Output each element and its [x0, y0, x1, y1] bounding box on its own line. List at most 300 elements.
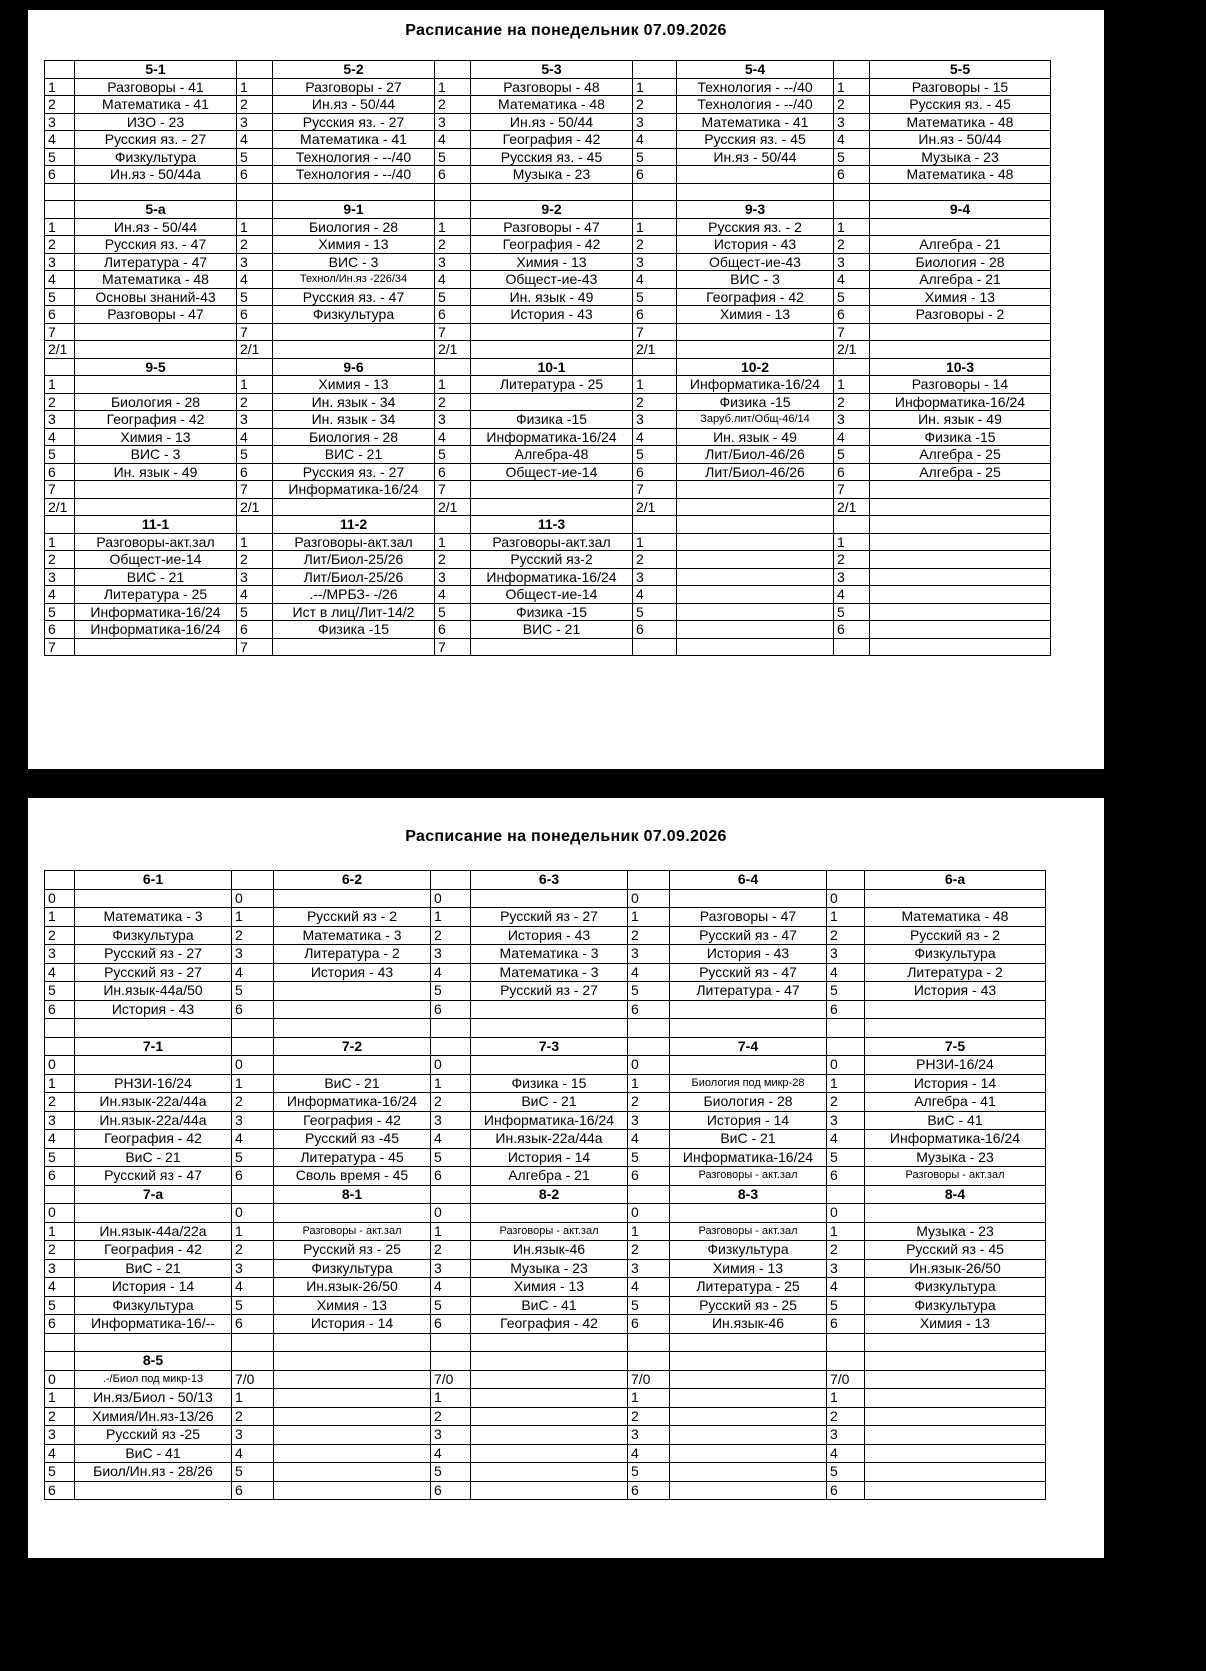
lesson-row	[45, 1481, 1046, 1500]
lesson-number-cell: 2	[633, 551, 677, 569]
class-name-cell	[471, 1352, 628, 1371]
lesson-row	[45, 1426, 1046, 1445]
lesson-cell	[274, 1333, 431, 1352]
lesson-cell	[75, 376, 237, 394]
lesson-number-cell: 6	[834, 306, 870, 324]
class-header-row	[45, 61, 1051, 79]
lesson-cell	[670, 1019, 827, 1038]
lesson-cell	[670, 1463, 827, 1482]
lesson-row	[45, 131, 1051, 149]
lesson-number-cell: 1	[232, 1389, 274, 1408]
lesson-row	[45, 908, 1046, 927]
lesson-cell: Информатика-16/24	[870, 393, 1051, 411]
lesson-cell	[870, 603, 1051, 621]
lesson-number-cell: 3	[827, 945, 865, 964]
lesson-cell: Русския яз. - 47	[273, 288, 435, 306]
class-name-cell	[670, 1352, 827, 1371]
lesson-cell	[274, 1444, 431, 1463]
class-name-cell: 8-1	[274, 1185, 431, 1204]
lesson-number-cell: 6	[834, 463, 870, 481]
lesson-cell: Информатика-16/24	[471, 568, 633, 586]
lesson-cell: Технология - --/40	[677, 78, 834, 96]
lesson-row	[45, 498, 1051, 516]
lesson-number-cell: 5	[633, 148, 677, 166]
lesson-number-cell: 5	[45, 1463, 75, 1482]
lesson-number-cell: 5	[628, 1148, 670, 1167]
lesson-cell: Русский яз - 27	[471, 908, 628, 927]
lesson-number-cell: 4	[45, 1130, 75, 1149]
lesson-number-cell: 5	[237, 446, 273, 464]
header-spacer-cell	[834, 61, 870, 79]
lesson-cell: Химия - 13	[677, 306, 834, 324]
lesson-number-cell: 6	[633, 306, 677, 324]
lesson-number-cell: 6	[232, 1481, 274, 1500]
lesson-number-cell: 3	[45, 945, 75, 964]
lesson-cell: Алгебра - 25	[870, 463, 1051, 481]
lesson-cell: Разговоры - 41	[75, 78, 237, 96]
lesson-row	[45, 1444, 1046, 1463]
lesson-number-cell: 2	[232, 926, 274, 945]
lesson-number-cell: 5	[827, 1296, 865, 1315]
lesson-number-cell: 5	[45, 1148, 75, 1167]
lesson-cell	[670, 1056, 827, 1075]
lesson-cell	[274, 1019, 431, 1038]
schedule-sheet-2	[28, 798, 1104, 1558]
lesson-number-cell: 4	[45, 963, 75, 982]
lesson-number-cell: 3	[45, 1111, 75, 1130]
lesson-number-cell: 3	[45, 113, 75, 131]
class-name-cell: 10-2	[677, 358, 834, 376]
lesson-number-cell: 5	[633, 603, 677, 621]
lesson-row	[45, 621, 1051, 639]
lesson-cell: История - 14	[274, 1315, 431, 1334]
lesson-row	[45, 341, 1051, 359]
lesson-cell: .--/МРБЗ- -/26	[273, 586, 435, 604]
lesson-cell	[670, 1407, 827, 1426]
header-spacer-cell	[834, 201, 870, 219]
lesson-number-cell: 1	[834, 218, 870, 236]
header-spacer-cell	[237, 61, 273, 79]
lesson-number-cell: 2	[628, 1407, 670, 1426]
lesson-number-cell: 7	[45, 481, 75, 499]
lesson-cell: Математика - 48	[75, 271, 237, 289]
lesson-cell: Алгебра - 41	[865, 1093, 1046, 1112]
lesson-number-cell: 3	[435, 411, 471, 429]
lesson-cell: Физика -15	[471, 411, 633, 429]
lesson-number-cell: 1	[628, 1389, 670, 1408]
lesson-number-cell: 5	[237, 288, 273, 306]
lesson-number-cell: 4	[435, 428, 471, 446]
lesson-number-cell: 5	[834, 603, 870, 621]
lesson-cell	[865, 1481, 1046, 1500]
lesson-cell: Разговоры - акт.зал	[274, 1222, 431, 1241]
lesson-row	[45, 568, 1051, 586]
lesson-number-cell: 4	[834, 586, 870, 604]
lesson-cell: Разговоры - акт.зал	[865, 1167, 1046, 1186]
lesson-number-cell: 6	[827, 1167, 865, 1186]
lesson-cell: Математика - 3	[471, 945, 628, 964]
lesson-row	[45, 78, 1051, 96]
lesson-number-cell: 1	[834, 376, 870, 394]
class-name-cell: 10-1	[471, 358, 633, 376]
lesson-number-cell: 3	[237, 113, 273, 131]
lesson-cell	[273, 183, 435, 201]
lesson-number-cell: 3	[45, 568, 75, 586]
lesson-cell: Физкультура	[865, 1296, 1046, 1315]
class-name-cell: 11-3	[471, 516, 633, 534]
header-spacer-cell	[237, 516, 273, 534]
class-name-cell: 9-1	[273, 201, 435, 219]
lesson-number-cell: 4	[232, 1130, 274, 1149]
class-name-cell: 9-6	[273, 358, 435, 376]
lesson-row	[45, 446, 1051, 464]
lesson-number-cell: 5	[628, 1463, 670, 1482]
lesson-cell	[471, 638, 633, 656]
header-spacer-cell	[435, 358, 471, 376]
lesson-cell	[677, 183, 834, 201]
lesson-row	[45, 323, 1051, 341]
lesson-cell: Ин. язык - 34	[273, 393, 435, 411]
lesson-cell: Русский яз -45	[274, 1130, 431, 1149]
lesson-cell: .-/Биол под микр-13	[75, 1370, 232, 1389]
lesson-number-cell: 2	[834, 96, 870, 114]
lesson-cell: Ин.яз - 50/44а	[75, 166, 237, 184]
header-spacer-cell	[237, 201, 273, 219]
lesson-number-cell: 3	[237, 253, 273, 271]
lesson-cell	[865, 1019, 1046, 1038]
lesson-cell: Лит/Биол-46/26	[677, 446, 834, 464]
lesson-number-cell: 3	[45, 1426, 75, 1445]
lesson-number-cell: 3	[628, 1426, 670, 1445]
lesson-number-cell: 7	[45, 323, 75, 341]
lesson-cell: Физкультура	[274, 1259, 431, 1278]
lesson-number-cell: 4	[834, 428, 870, 446]
lesson-number-cell: 4	[237, 131, 273, 149]
lesson-cell: Ин.яз - 50/44	[870, 131, 1051, 149]
lesson-row	[45, 1000, 1046, 1019]
lesson-cell: История - 43	[670, 945, 827, 964]
lesson-number-cell: 6	[628, 1481, 670, 1500]
lesson-number-cell: 0	[827, 889, 865, 908]
lesson-number-cell: 1	[232, 1222, 274, 1241]
lesson-number-cell: 2	[633, 236, 677, 254]
lesson-number-cell: 6	[827, 1000, 865, 1019]
lesson-cell: Биология - 28	[870, 253, 1051, 271]
sheet-title: Расписание на понедельник 07.09.2026	[405, 22, 727, 39]
lesson-cell: Ин.язык-22а/44а	[75, 1111, 232, 1130]
lesson-cell: Технология - --/40	[677, 96, 834, 114]
lesson-row	[45, 982, 1046, 1001]
lesson-number-cell: 1	[827, 1389, 865, 1408]
lesson-cell	[677, 166, 834, 184]
lesson-cell: Разговоры - акт.зал	[670, 1167, 827, 1186]
lesson-number-cell: 1	[431, 1389, 471, 1408]
lesson-cell: РНЗИ-16/24	[75, 1074, 232, 1093]
class-header-row	[45, 1185, 1046, 1204]
lesson-cell: Биология - 28	[670, 1093, 827, 1112]
lesson-number-cell: 4	[628, 1444, 670, 1463]
lesson-cell	[865, 889, 1046, 908]
header-spacer-cell	[827, 1352, 865, 1371]
lesson-number-cell: 2/1	[45, 341, 75, 359]
header-spacer-cell	[45, 358, 75, 376]
lesson-cell: Биол/Ин.яз - 28/26	[75, 1463, 232, 1482]
lesson-cell	[870, 621, 1051, 639]
lesson-cell: Информатика-16/24	[670, 1148, 827, 1167]
lesson-number-cell: 2	[45, 1241, 75, 1260]
lesson-cell	[471, 1444, 628, 1463]
lesson-cell: Химия - 13	[865, 1315, 1046, 1334]
lesson-number-cell: 5	[633, 446, 677, 464]
lesson-row	[45, 1056, 1046, 1075]
lesson-cell	[677, 621, 834, 639]
lesson-number-cell: 5	[45, 603, 75, 621]
header-spacer-cell	[834, 358, 870, 376]
lesson-number-cell: 1	[435, 376, 471, 394]
class-name-cell: 5-5	[870, 61, 1051, 79]
lesson-cell: Разговоры - 27	[273, 78, 435, 96]
lesson-number-cell	[628, 1019, 670, 1038]
lesson-cell: ВИС - 21	[273, 446, 435, 464]
lesson-number-cell: 4	[827, 1444, 865, 1463]
lesson-number-cell: 1	[45, 376, 75, 394]
lesson-cell: Физика -15	[677, 393, 834, 411]
lesson-cell: Разговоры - 15	[870, 78, 1051, 96]
lesson-cell	[865, 1204, 1046, 1223]
lesson-cell: Ин. язык - 49	[870, 411, 1051, 429]
class-header-row	[45, 358, 1051, 376]
lesson-number-cell: 0	[45, 889, 75, 908]
lesson-cell: Разговоры - 47	[670, 908, 827, 927]
lesson-cell	[670, 1333, 827, 1352]
lesson-cell: Химия - 13	[471, 1278, 628, 1297]
lesson-cell: Лит/Биол-25/26	[273, 568, 435, 586]
lesson-number-cell: 3	[827, 1111, 865, 1130]
lesson-number-cell: 5	[827, 982, 865, 1001]
lesson-number-cell: 4	[628, 1278, 670, 1297]
lesson-cell	[75, 481, 237, 499]
class-header-row	[45, 1352, 1046, 1371]
lesson-cell: Русский яз - 27	[75, 963, 232, 982]
lesson-cell: История - 43	[274, 963, 431, 982]
lesson-number-cell: 1	[633, 533, 677, 551]
lesson-cell: Разговоры-акт.зал	[273, 533, 435, 551]
lesson-cell: Литература - 2	[274, 945, 431, 964]
lesson-cell: Русския яз. - 45	[870, 96, 1051, 114]
lesson-number-cell: 1	[45, 1389, 75, 1408]
lesson-cell: Физкультура	[273, 306, 435, 324]
lesson-number-cell: 3	[45, 411, 75, 429]
lesson-number-cell: 3	[237, 568, 273, 586]
lesson-number-cell: 2	[45, 96, 75, 114]
lesson-number-cell: 0	[628, 1056, 670, 1075]
lesson-cell: Физика -15	[273, 621, 435, 639]
lesson-cell: ВиС - 21	[471, 1093, 628, 1112]
lesson-number-cell: 0	[827, 1204, 865, 1223]
lesson-cell	[471, 1204, 628, 1223]
lesson-cell	[670, 1370, 827, 1389]
lesson-number-cell: 4	[232, 1278, 274, 1297]
lesson-number-cell: 2	[232, 1241, 274, 1260]
lesson-number-cell: 5	[237, 603, 273, 621]
lesson-number-cell: 1	[431, 1074, 471, 1093]
lesson-number-cell: 6	[431, 1481, 471, 1500]
lesson-cell: Ин. язык - 34	[273, 411, 435, 429]
lesson-number-cell: 5	[431, 1148, 471, 1167]
lesson-cell: Физкультура	[75, 926, 232, 945]
lesson-number-cell	[45, 1019, 75, 1038]
lesson-cell: Биология - 28	[273, 428, 435, 446]
lesson-cell: География - 42	[677, 288, 834, 306]
lesson-cell: Общест-ие-43	[471, 271, 633, 289]
lesson-number-cell: 1	[628, 1074, 670, 1093]
lesson-cell: Информатика-16/--	[75, 1315, 232, 1334]
header-spacer-cell	[633, 61, 677, 79]
lesson-row	[45, 166, 1051, 184]
header-spacer-cell	[633, 516, 677, 534]
lesson-cell: Ин.яз - 50/44	[273, 96, 435, 114]
lesson-cell: Физика -15	[870, 428, 1051, 446]
lesson-cell: Русския яз. - 27	[273, 113, 435, 131]
lesson-cell: Информатика-16/24	[865, 1130, 1046, 1149]
lesson-cell: География - 42	[471, 236, 633, 254]
lesson-cell: Ин.язык-44а/22а	[75, 1222, 232, 1241]
lesson-number-cell: 2/1	[45, 498, 75, 516]
lesson-cell: ВИС - 21	[75, 568, 237, 586]
lesson-number-cell: 0	[45, 1056, 75, 1075]
lesson-cell: Математика - 3	[471, 963, 628, 982]
lesson-cell	[471, 1389, 628, 1408]
lesson-number-cell: 3	[633, 253, 677, 271]
lesson-cell: Литература - 25	[471, 376, 633, 394]
lesson-cell: Разговоры - акт.зал	[670, 1222, 827, 1241]
lesson-cell: Ин.яз - 50/44	[677, 148, 834, 166]
lesson-cell: Русския яз. - 27	[75, 131, 237, 149]
lesson-number-cell: 7	[435, 481, 471, 499]
lesson-number-cell: 5	[834, 288, 870, 306]
lesson-cell: Химия - 13	[273, 236, 435, 254]
lesson-row	[45, 288, 1051, 306]
lesson-number-cell: 7	[45, 638, 75, 656]
lesson-number-cell: 7	[237, 481, 273, 499]
lesson-cell: Ин. язык - 49	[471, 288, 633, 306]
lesson-cell: Математика - 41	[677, 113, 834, 131]
lesson-number-cell: 4	[628, 963, 670, 982]
lesson-number-cell: 2	[45, 926, 75, 945]
lesson-number-cell: 5	[45, 446, 75, 464]
lesson-cell	[870, 586, 1051, 604]
lesson-number-cell: 6	[435, 463, 471, 481]
lesson-number-cell: 6	[237, 306, 273, 324]
lesson-cell	[677, 323, 834, 341]
lesson-number-cell	[232, 1019, 274, 1038]
lesson-row	[45, 1370, 1046, 1389]
lesson-number-cell: 6	[45, 621, 75, 639]
lesson-row	[45, 1463, 1046, 1482]
lesson-cell: Алгебра - 21	[870, 271, 1051, 289]
lesson-row	[45, 183, 1051, 201]
lesson-cell: Математика - 48	[870, 113, 1051, 131]
lesson-number-cell: 2/1	[633, 341, 677, 359]
lesson-cell: Русский яз - 25	[670, 1296, 827, 1315]
lesson-number-cell: 6	[45, 1315, 75, 1334]
lesson-number-cell: 5	[435, 603, 471, 621]
header-spacer-cell	[834, 516, 870, 534]
lesson-number-cell: 3	[237, 411, 273, 429]
lesson-number-cell: 1	[834, 78, 870, 96]
lesson-number-cell: 0	[45, 1204, 75, 1223]
class-name-cell: 8-5	[75, 1352, 232, 1371]
lesson-number-cell	[431, 1019, 471, 1038]
lesson-number-cell: 4	[435, 586, 471, 604]
lesson-number-cell: 2	[633, 96, 677, 114]
lesson-number-cell	[431, 1333, 471, 1352]
class-name-cell: 9-2	[471, 201, 633, 219]
lesson-cell	[870, 341, 1051, 359]
class-name-cell: 11-2	[273, 516, 435, 534]
lesson-cell: Физкультура	[865, 945, 1046, 964]
lesson-cell: ВИС - 21	[471, 621, 633, 639]
lesson-number-cell: 5	[431, 982, 471, 1001]
class-name-cell: 11-1	[75, 516, 237, 534]
lesson-cell	[870, 638, 1051, 656]
header-spacer-cell	[628, 1037, 670, 1056]
lesson-row	[45, 1296, 1046, 1315]
lesson-cell	[274, 1481, 431, 1500]
lesson-cell: Русский яз - 2	[865, 926, 1046, 945]
lesson-row	[45, 253, 1051, 271]
lesson-cell	[670, 1204, 827, 1223]
lesson-number-cell: 6	[431, 1315, 471, 1334]
lesson-number-cell: 3	[834, 253, 870, 271]
lesson-cell: Русский яз-2	[471, 551, 633, 569]
lesson-number-cell: 6	[834, 166, 870, 184]
lesson-number-cell: 7	[633, 323, 677, 341]
lesson-number-cell: 3	[431, 1259, 471, 1278]
lesson-cell	[471, 481, 633, 499]
lesson-row	[45, 1315, 1046, 1334]
lesson-cell	[677, 568, 834, 586]
lesson-number-cell: 2	[628, 926, 670, 945]
lesson-cell	[273, 341, 435, 359]
lesson-cell: Разговоры-акт.зал	[471, 533, 633, 551]
lesson-number-cell: 4	[431, 963, 471, 982]
lesson-number-cell: 5	[45, 288, 75, 306]
lesson-cell: Ин.яз - 50/44	[471, 113, 633, 131]
lesson-row	[45, 411, 1051, 429]
lesson-cell: Ин.язык-22а/44а	[471, 1130, 628, 1149]
schedule-sheet-1	[28, 10, 1104, 769]
lesson-row	[45, 1074, 1046, 1093]
lesson-number-cell: 4	[431, 1278, 471, 1297]
lesson-cell	[273, 498, 435, 516]
lesson-cell: Разговоры - 48	[471, 78, 633, 96]
lesson-cell: Ин.яз - 50/44	[75, 218, 237, 236]
lesson-cell	[471, 1056, 628, 1075]
lesson-cell	[677, 638, 834, 656]
lesson-number-cell: 6	[237, 166, 273, 184]
lesson-number-cell: 2/1	[834, 341, 870, 359]
class-name-cell: 7-2	[274, 1037, 431, 1056]
class-name-cell	[677, 516, 834, 534]
class-name-cell: 7-4	[670, 1037, 827, 1056]
header-spacer-cell	[45, 61, 75, 79]
lesson-cell	[471, 323, 633, 341]
lesson-number-cell: 1	[45, 1074, 75, 1093]
lesson-row	[45, 463, 1051, 481]
lesson-row	[45, 1389, 1046, 1408]
lesson-cell: Информатика-16/24	[75, 621, 237, 639]
